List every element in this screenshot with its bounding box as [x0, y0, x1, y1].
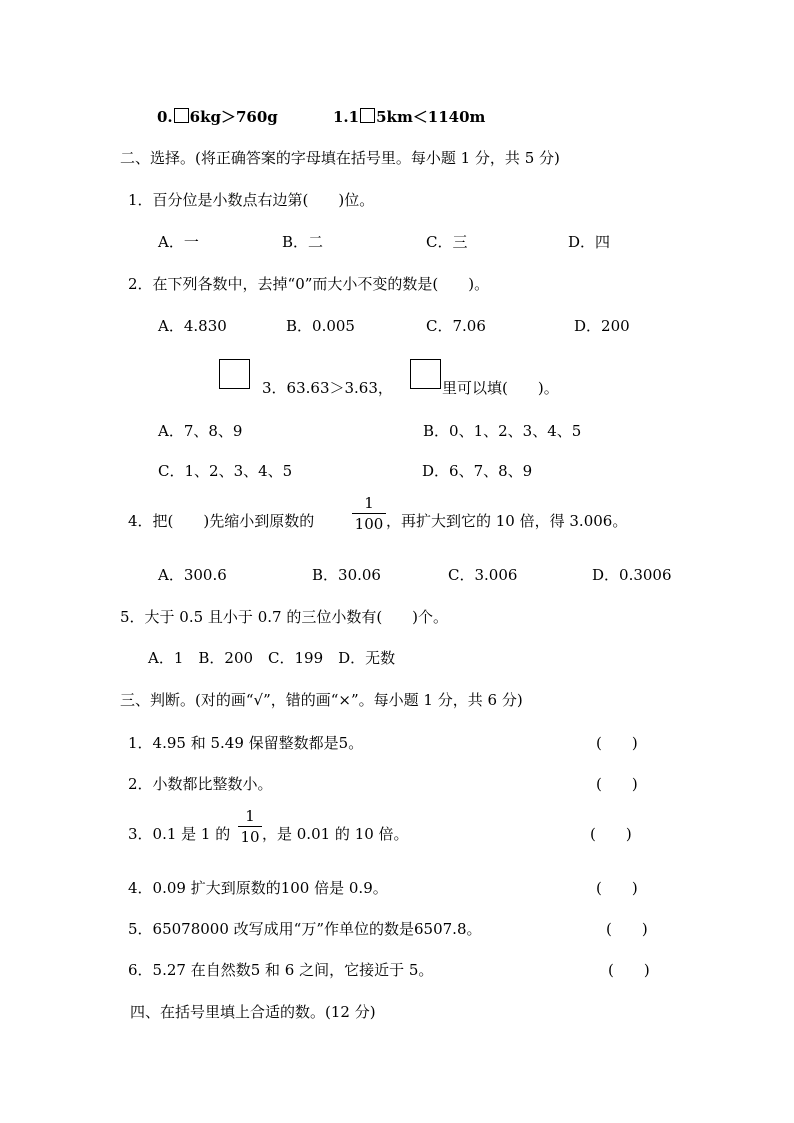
- q2-option-a[interactable]: A．4.830: [158, 317, 227, 335]
- q4-text-b: ，再扩大到它的 10 倍，得 3.006。: [386, 512, 628, 530]
- section-2-title: 二、选择。(将正确答案的字母填在括号里。每小题 1 分，共 5 分): [120, 149, 560, 167]
- judge-bracket-5[interactable]: ( ): [606, 920, 648, 938]
- section-3-title: 三、判断。(对的画“√”，错的画“×”。每小题 1 分，共 6 分): [120, 691, 523, 709]
- judge-bracket-1[interactable]: ( ): [596, 734, 638, 752]
- q3-option-b[interactable]: B．0、1、2、3、4、5: [423, 422, 582, 440]
- blank-box[interactable]: [174, 108, 189, 123]
- q4-option-b[interactable]: B．30.06: [312, 566, 381, 584]
- judge-item-5: 5．65078000 改写成用“万”作单位的数是6507.8。: [128, 920, 482, 938]
- q4-text-a: 4．把( )先缩小到原数的: [128, 512, 315, 530]
- q3-blank-box-1[interactable]: [219, 359, 250, 389]
- q4-fraction: [352, 495, 386, 532]
- judge-item-6: 6．5.27 在自然数5 和 6 之间，它接近于 5。: [128, 961, 434, 979]
- q4-option-c[interactable]: C．3.006: [448, 566, 518, 584]
- q3-option-d[interactable]: D．6、7、8、9: [422, 462, 533, 480]
- judge-bracket-2[interactable]: ( ): [596, 775, 638, 793]
- fraction-numerator: 1: [245, 807, 255, 825]
- q2-option-c[interactable]: C．7.06: [426, 317, 486, 335]
- judge-bracket-4[interactable]: ( ): [596, 879, 638, 897]
- judge-bracket-6[interactable]: ( ): [608, 961, 650, 979]
- judge-item-1: 1．4.95 和 5.49 保留整数都是5。: [128, 734, 364, 752]
- fraction-numerator: 1: [364, 494, 374, 512]
- blank-box[interactable]: [360, 108, 375, 123]
- q3-blank-box-2[interactable]: [410, 359, 441, 389]
- q3-option-a[interactable]: A．7、8、9: [158, 422, 243, 440]
- q3-text-b: 里可以填( )。: [442, 379, 559, 397]
- q3-option-c[interactable]: C．1、2、3、4、5: [158, 462, 293, 480]
- fraction-denominator: 100: [354, 515, 384, 533]
- top-expression-2: 1.1 5km＜1140m: [333, 108, 486, 126]
- q5-options[interactable]: A．1 B．200 C．199 D．无数: [148, 649, 396, 667]
- judge-bracket-3[interactable]: ( ): [590, 825, 632, 843]
- judge-item-3-fraction: [238, 808, 262, 845]
- q1-option-c[interactable]: C．三: [426, 233, 468, 251]
- fraction-denominator: 10: [240, 828, 260, 846]
- q1-text: 1．百分位是小数点右边第( )位。: [128, 191, 375, 209]
- judge-item-3-text-a: 3．0.1 是 1 的: [128, 825, 231, 843]
- q2-option-d[interactable]: D．200: [574, 317, 630, 335]
- q1-option-a[interactable]: A．一: [158, 233, 199, 251]
- judge-item-3-text-b: ，是 0.01 的 10 倍。: [262, 825, 409, 843]
- q4-option-a[interactable]: A．300.6: [158, 566, 227, 584]
- fraction-bar: [352, 513, 386, 514]
- q2-option-b[interactable]: B．0.005: [286, 317, 355, 335]
- q1-option-d[interactable]: D．四: [568, 233, 611, 251]
- q5-text: 5．大于 0.5 且小于 0.7 的三位小数有( )个。: [120, 608, 449, 626]
- fraction-bar: [238, 826, 262, 827]
- top-expression-1: 0. 6kg＞760g: [157, 108, 278, 126]
- q2-text: 2．在下列各数中，去掉“0”而大小不变的数是( )。: [128, 275, 490, 293]
- section-4-title: 四、在括号里填上合适的数。(12 分): [130, 1003, 376, 1021]
- judge-item-4: 4．0.09 扩大到原数的100 倍是 0.9。: [128, 879, 388, 897]
- judge-item-2: 2．小数都比整数小。: [128, 775, 273, 793]
- q1-option-b[interactable]: B．二: [282, 233, 324, 251]
- q4-option-d[interactable]: D．0.3006: [592, 566, 672, 584]
- q3-text-a: 3．63.63＞3.63，: [262, 379, 393, 397]
